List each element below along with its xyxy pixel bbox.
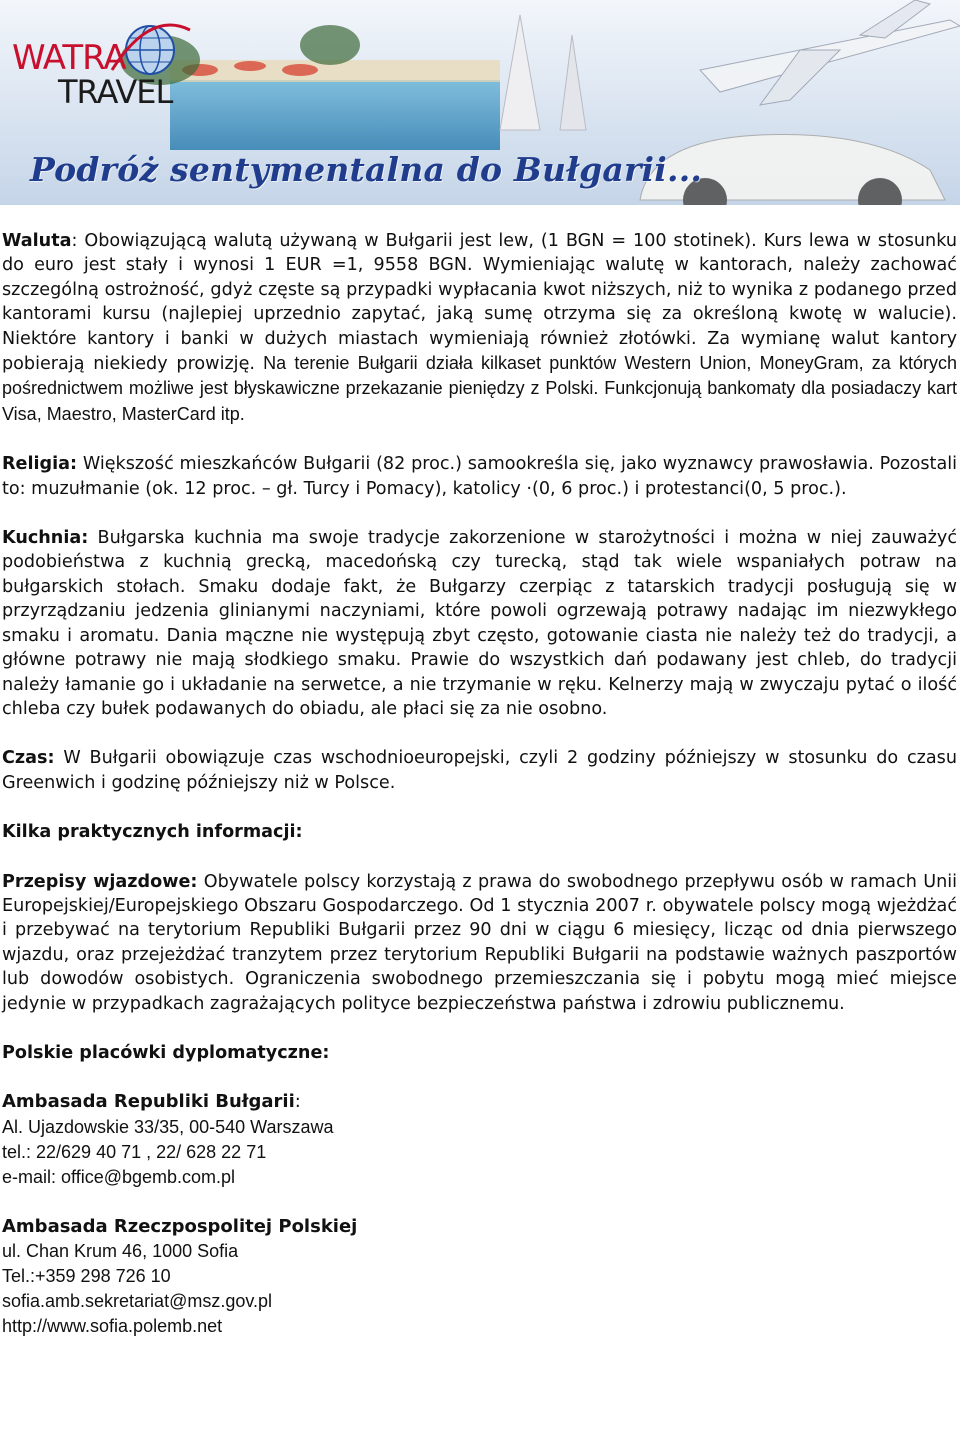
section-heading-placowki	[2, 1041, 957, 1065]
czas-label: Czas:	[2, 748, 55, 769]
przepisy-label: Przepisy wjazdowe:	[2, 871, 198, 892]
waluta-text-2: Na terenie Bułgarii działa kilkaset punktów Western Union, MoneyGram, za których pośrednictwem możliwe jest błyskawiczne przekazanie pieniędzy z Polski. Funkcjonują bankomaty dla posiadaczy kart Visa, Maestro, MasterCard itp.	[2, 353, 957, 424]
ambasada-pl-website[interactable]: http://www.sofia.polemb.net	[2, 1315, 223, 1336]
ambasada-bg-heading	[2, 1090, 957, 1115]
praktyczne-heading: Kilka praktycznych informacji:	[2, 822, 303, 843]
kuchnia-text: Bułgarska kuchnia ma swoje tradycje zakorzenione w starożytności i można w niej zauważyć podobieństwa z kuchnią grecką, macedońską czy turecką, stąd tak wiele wspaniałych potraw na bułgarskich stołach. Smaku dodaje fakt, że Bułgarzy czerpiąc z tatarskich tradycji posługują się w przyrządzaniu jedzenia glinianymi naczyniami, które powoli ogrzewają potrawy nadając im niezwykłego smaku i aromatu. Dania mączne nie występują zbyt często, gotowanie ciasta nie należy też do tradycji, a główne potrawy nie mają słodkiego smaku. Prawie do wszystkich dań podawany jest chleb, do tradycji należy łamanie go i układanie na serwetce, a nie trzymanie w ręku. Kelnerzy mają w zwyczaju pytać o ilość chleba czy bułek podawanych do obiadu, ale płaci się za nie osobno.	[2, 528, 957, 719]
waluta-text: : Obowiązującą walutą używaną w Bułgarii jest lew, (1 BGN = 100 stotinek). Kurs lewa w stosunku do euro jest stały i wynosi 1 EUR =1, 9558 BGN. Wymieniając walutę w kantorach, należy zachować szczególną ostrożność, gdyż częste są przypadki wypłacania kwot niższych, niż to wynika z podanego przed kantorami kursu (najlepiej uprzednio zapytać, jaką sumę otrzyma się za określoną kwotę w walucie). Niektóre kantory i banki w dużych miastach wymieniają również złotówki. Za wymianę walut kantory pobierają niekiedy prowizję.	[2, 231, 957, 375]
przepisy-text: Obywatele polscy korzystają z prawa do swobodnego przepływu osób w ramach Unii Europejskiej/Europejskiego Obszaru Gospodarczego. Od 1 stycznia 2007 r. obywatele polscy mogą wjeżdżać i przebywać na terytorium Republiki Bułgarii przez 90 dni w ciągu 6 miesięcy, licząc od dnia pierwszego wjazdu, oraz przejeżdżać tranzytem przez terytorium Republiki Bułgarii na podstawie ważnych paszportów lub dowodów osobistych. Ograniczenia swobodnego przemieszczania się i pobytu mogą mieć miejsce jedynie w przypadkach zagrażających polityce bezpieczeństwa państwa i zdrowiu publicznemu.	[2, 871, 957, 1014]
section-przepisy	[2, 870, 957, 1016]
ambasada-pl-address: ul. Chan Krum 46, 1000 Sofia	[2, 1241, 239, 1262]
ambasada-bg-address: Al. Ujazdowskie 33/35, 00-540 Warszawa	[2, 1117, 334, 1138]
section-heading-praktyczne	[2, 820, 957, 844]
ambasada-bg-phone: tel.: 22/629 40 71 , 22/ 628 22 71	[2, 1141, 267, 1162]
czas-text: W Bułgarii obowiązuje czas wschodnioeuropejski, czyli 2 godziny późniejszy w stosunku do czasu Greenwich i godzinę późniejszy niż w Polsce.	[2, 748, 957, 793]
section-waluta	[2, 229, 957, 427]
section-kuchnia	[2, 526, 957, 721]
waluta-label: Waluta	[2, 231, 72, 251]
religia-text: Większość mieszkańców Bułgarii (82 proc.) samookreśla się, jako wyznawcy prawosławia. Pozostali to: muzułmanie (ok. 12 proc. – gł. Turcy i Pomacy), katolicy ·(0, 6 proc.) i protestanci(0, 5 proc.).	[2, 454, 957, 499]
section-czas	[2, 746, 957, 795]
logo-text-top: WATRA	[12, 38, 126, 78]
ambasada-bg-heading-text: Ambasada Republiki Bułgarii	[2, 1091, 295, 1113]
ambasada-bg-email[interactable]: e-mail: office@bgemb.com.pl	[2, 1166, 236, 1187]
banner-tagline: Podróż sentymentalna do Bułgarii...	[30, 150, 703, 189]
ambasada-pl-phone: Tel.:+359 298 726 10	[2, 1266, 171, 1287]
religia-label: Religia:	[2, 454, 78, 475]
ambasada-bg-heading-suffix: :	[294, 1091, 301, 1113]
ambasada-pl-heading: Ambasada Rzeczpospolitej Polskiej	[2, 1215, 358, 1237]
header-banner	[0, 0, 960, 205]
ambasada-pl-email[interactable]: sofia.amb.sekretariat@msz.gov.pl	[2, 1290, 273, 1311]
kuchnia-label: Kuchnia:	[2, 528, 89, 549]
logo-text-bottom: TRAVEL	[58, 73, 173, 111]
main-content	[2, 229, 957, 1339]
placowki-heading: Polskie placówki dyplomatyczne:	[2, 1042, 330, 1063]
section-religia	[2, 452, 957, 501]
